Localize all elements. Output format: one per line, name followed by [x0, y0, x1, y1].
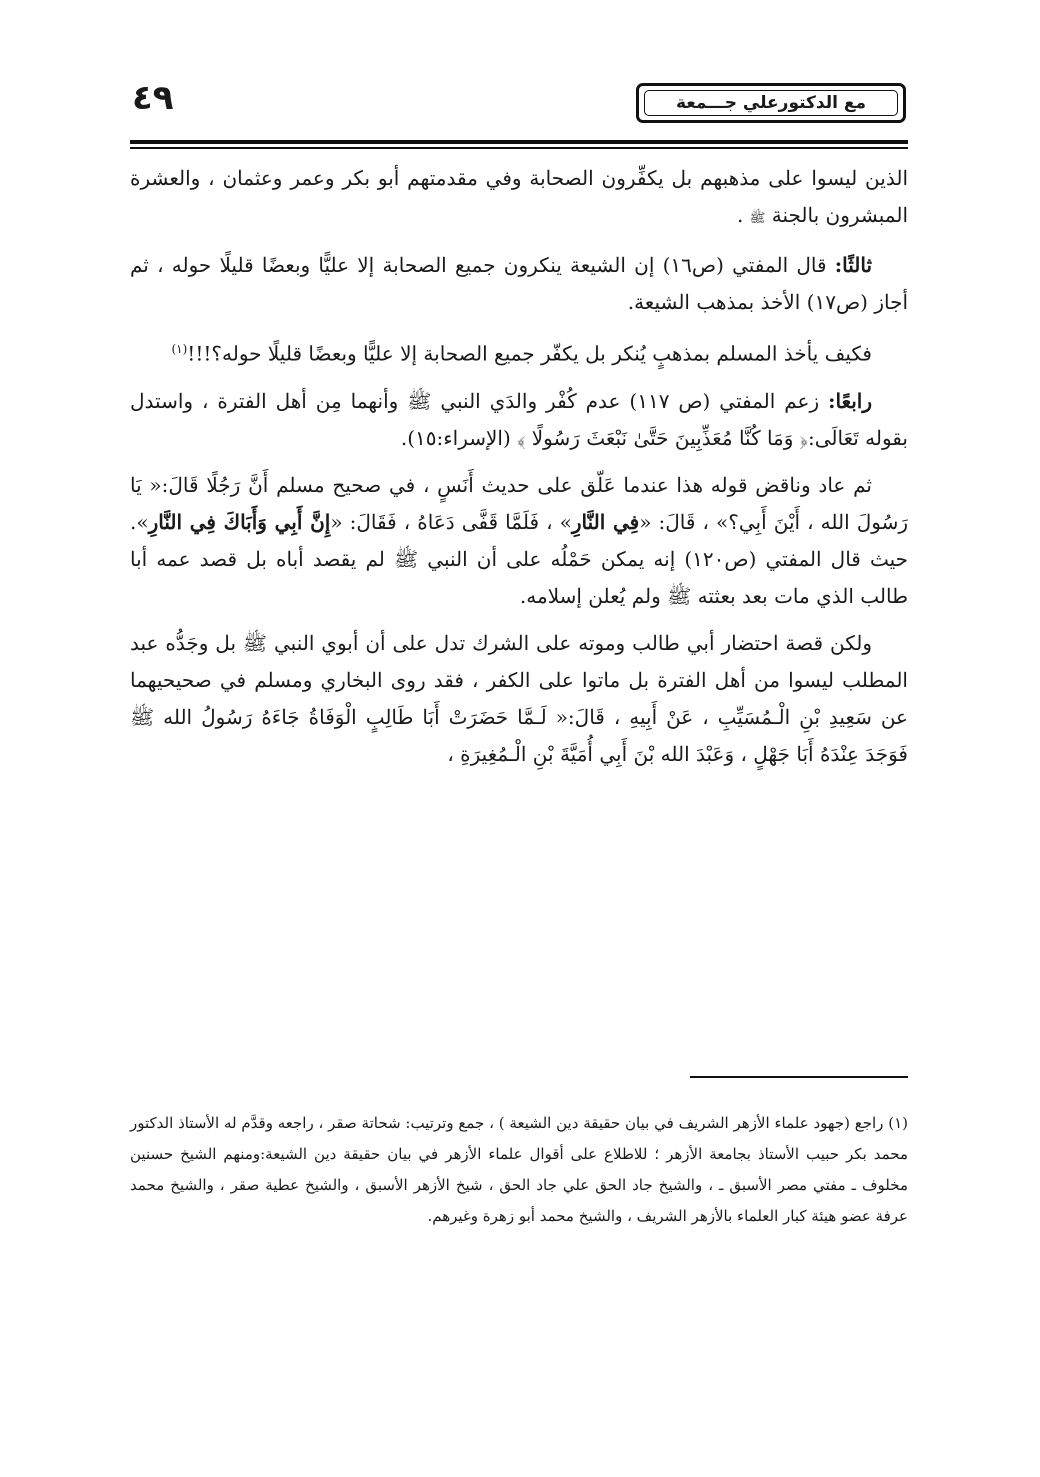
honorific-glyph: ﷺ	[749, 211, 766, 226]
paragraph-6: ولكن قصة احتضار أبي طالب وموته على الشرك تدل على أن أبوي النبي ﷺ بل وجَدُّه عبد المطلب ليسوا من أهل الفترة بل ماتوا على الكفر ، فقد روى البخاري ومسلم في صحيحيهما عن سَعِيدِ بْنِ الْـمُسَيِّبِ ، عَنْ أَبِيهِ ، قَالَ:« لَـمَّا حَضَرَتْ أَبَا طَالِبٍ الْوَفَاةُ جَاءَهُ رَسُولُ الله ﷺ فَوَجَدَ عِنْدَهُ أَبَا جَهْلٍ ، وَعَبْدَ الله بْنَ أَبِي أُمَيَّةَ بْنِ الْـمُغِيرَةِ ،	[130, 630, 908, 766]
hadith-emphasis: فِي النَّارِ	[571, 509, 640, 534]
running-header	[636, 83, 906, 123]
paragraph-5: ثم عاد وناقض قوله هذا عندما عَلّق على حديث أَنَسٍ ، في صحيح مسلم أَنَّ رَجُلًا قَالَ:« يَا رَسُولَ الله ، أَيْنَ أَبِي؟» ، قَالَ: «فِي النَّارِ» ، فَلَمَّا قَفَّى دَعَاهُ ، فَقَالَ: «إِنَّ أَبِي وَأَبَاكَ فِي النَّارِ». حيث قال المفتي (ص١٢٠) إنه يمكن حَمْلُه على أن النبي ﷺ لم يقصد أباه بل قصد عمه أبا طالب الذي مات بعد بعثته ﷺ ولم يُعلن إسلامه.	[130, 472, 909, 608]
paragraph-2: ثالثًا: قال المفتي (ص١٦) إن الشيعة ينكرون جميع الصحابة إلا عليًّا وبعضًا قليلًا حوله ، ثم أجاز (ص١٧) الأخذ بمذهب الشيعة.	[130, 253, 908, 314]
paragraph-1: الذين ليسوا على مذهبهم بل يكفِّرون الصحابة وفي مقدمتهم أبو بكر وعمر وعثمان ، والعشرة المبشرون بالجنة ﷺ .	[130, 166, 908, 227]
footnote: (١) راجع (جهود علماء الأزهر الشريف في بيان حقيقة دين الشيعة ) ، جمع وترتيب: شحاتة صقر ، راجعه وقدَّم له الأستاذ الدكتور محمد بكر حبيب الأستاذ بجامعة الأزهر ؛ للاطلاع على أقوال علماء الأزهر في بيان حقيقة دين الشيعة:ومنهم الشيخ حسنين مخلوف ـ مفتي مصر الأسبق ـ ، والشيخ جاد الحق علي جاد الحق ، شيخ الأزهر الأسبق ، والشيخ عطية صقر ، والشيخ محمد عرفة عضو هيئة كبار العلماء بالأزهر الشريف ، والشيخ محمد أبو زهرة وغيرهم.	[130, 1114, 909, 1225]
header-rule-thin	[130, 147, 908, 149]
footnote-reference: (١)	[171, 342, 188, 356]
paragraph-3: فكيف يأخذ المسلم بمذهبٍ يُنكر بل يكفّر جميع الصحابة إلا عليًّا وبعضًا قليلًا حوله؟!!!$^{(١)}$	[171, 341, 872, 366]
paragraph-lead: ثالثًا:	[834, 253, 873, 277]
footnote-separator	[690, 1076, 908, 1078]
running-header-title: مع الدكتورعلي جـــمعة	[644, 90, 898, 116]
hadith-emphasis: إِنَّ أَبِي وَأَبَاكَ فِي النَّارِ	[148, 509, 331, 534]
paragraph-lead: رابعًا:	[828, 388, 872, 413]
header-rule-thick	[130, 140, 908, 144]
main-text	[130, 160, 908, 773]
page-number: ٤٩	[132, 78, 174, 118]
paragraph-4: رابعًا: زعم المفتي (ص ١١٧) عدم كُفْر والدَي النبي ﷺ وأنهما مِن أهل الفترة ، واستدل بقوله تَعَالَى:﴿ وَمَا كُنَّا مُعَذِّبِينَ حَتَّىٰ نَبْعَثَ رَسُولًا ﴾ (الإسراء:١٥).	[130, 388, 908, 450]
